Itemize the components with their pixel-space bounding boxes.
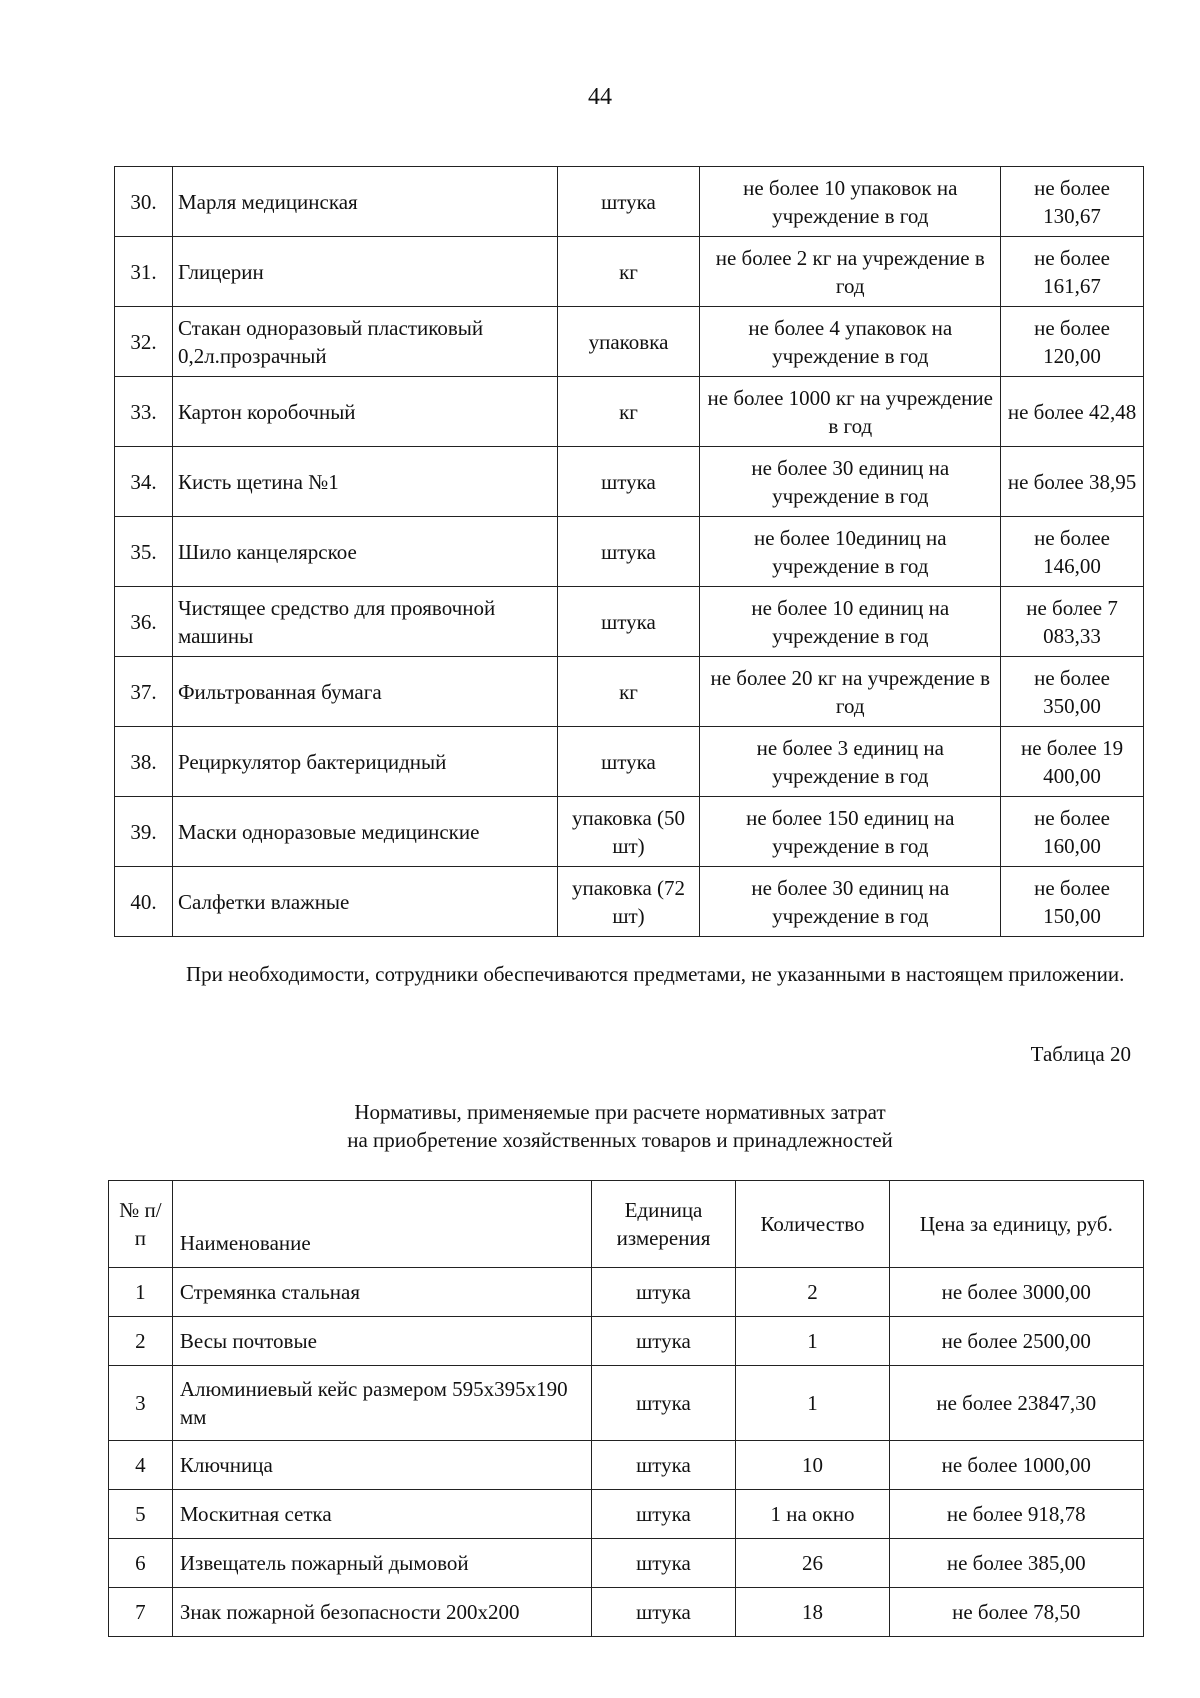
item-name: Картон коробочный [172,377,557,447]
item-norm: не более 4 упаковок на учреждение в год [700,307,1001,377]
item-name: Чистящее средство для проявочной машины [172,587,557,657]
table-label: Таблица 20 [1030,1042,1131,1066]
item-unit: штука [591,1366,736,1441]
item-price: не более 350,00 [1001,657,1144,727]
header-unit: Единица измерения [591,1181,736,1268]
item-price: не более 38,95 [1001,447,1144,517]
table-row [115,727,1144,797]
header-price: Цена за единицу, руб. [889,1181,1143,1268]
item-price: не более 385,00 [889,1539,1143,1588]
row-number: 4 [109,1441,173,1490]
table-row [109,1268,1144,1317]
item-unit: штука [557,727,700,797]
header-name: Наименование [172,1181,591,1268]
item-price: не более 23847,30 [889,1366,1143,1441]
table-title [0,1098,1200,1154]
item-price: не более 120,00 [1001,307,1144,377]
item-price: не более 161,67 [1001,237,1144,307]
item-norm: не более 10 единиц на учреждение в год [700,587,1001,657]
item-qty: 2 [736,1268,889,1317]
item-price: не более 150,00 [1001,867,1144,937]
item-price: не более 160,00 [1001,797,1144,867]
row-number: 37. [115,657,173,727]
table-title-line: на приобретение хозяйственных товаров и принадлежностей [347,1128,893,1152]
table-row [115,657,1144,727]
row-number: 1 [109,1268,173,1317]
item-name: Шило канцелярское [172,517,557,587]
page-number: 44 [588,84,612,110]
item-name: Фильтрованная бумага [172,657,557,727]
item-unit: кг [557,377,700,447]
item-qty: 26 [736,1539,889,1588]
row-number: 32. [115,307,173,377]
item-unit: штука [591,1317,736,1366]
item-price: не более 7 083,33 [1001,587,1144,657]
row-number: 38. [115,727,173,797]
item-name: Весы почтовые [172,1317,591,1366]
item-price: не более 146,00 [1001,517,1144,587]
supplies-table-continued [114,166,1144,937]
row-number: 35. [115,517,173,587]
item-name: Марля медицинская [172,167,557,237]
row-number: 2 [109,1317,173,1366]
row-number: 5 [109,1490,173,1539]
row-number: 40. [115,867,173,937]
row-number: 36. [115,587,173,657]
item-price: не более 3000,00 [889,1268,1143,1317]
item-name: Салфетки влажные [172,867,557,937]
item-unit: штука [557,167,700,237]
household-goods-table [108,1180,1144,1637]
item-norm: не более 1000 кг на учреждение в год [700,377,1001,447]
table-row [115,447,1144,517]
row-number: 39. [115,797,173,867]
item-qty: 1 на окно [736,1490,889,1539]
item-unit: упаковка (72 шт) [557,867,700,937]
item-unit: штука [557,587,700,657]
item-name: Стремянка стальная [172,1268,591,1317]
note-paragraph: При необходимости, сотрудники обеспечиваются предметами, не указанными в настоящем приложении. [186,962,1125,986]
item-price: не более 78,50 [889,1588,1143,1637]
item-price: не более 2500,00 [889,1317,1143,1366]
item-norm: не более 30 единиц на учреждение в год [700,447,1001,517]
header-num: № п/п [109,1181,173,1268]
item-name: Кисть щетина №1 [172,447,557,517]
item-price: не более 1000,00 [889,1441,1143,1490]
item-norm: не более 2 кг на учреждение в год [700,237,1001,307]
table-row [109,1441,1144,1490]
table-row [115,237,1144,307]
table-header-row [109,1181,1144,1268]
row-number: 30. [115,167,173,237]
table-row [109,1588,1144,1637]
row-number: 7 [109,1588,173,1637]
item-name: Стакан одноразовый пластиковый 0,2л.прозрачный [172,307,557,377]
table-row [109,1539,1144,1588]
item-unit: штука [557,517,700,587]
item-norm: не более 10 упаковок на учреждение в год [700,167,1001,237]
item-name: Алюминиевый кейс размером 595х395х190 мм [172,1366,591,1441]
table-row [109,1366,1144,1441]
table-row [115,167,1144,237]
item-name: Глицерин [172,237,557,307]
table-row [109,1490,1144,1539]
item-unit: штука [591,1588,736,1637]
item-qty: 10 [736,1441,889,1490]
item-unit: штука [557,447,700,517]
table-row [115,377,1144,447]
table-row [115,867,1144,937]
row-number: 3 [109,1366,173,1441]
item-qty: 18 [736,1588,889,1637]
item-price: не более 918,78 [889,1490,1143,1539]
item-unit: штука [591,1490,736,1539]
item-name: Рециркулятор бактерицидный [172,727,557,797]
item-norm: не более 10единиц на учреждение в год [700,517,1001,587]
item-unit: штука [591,1441,736,1490]
item-unit: штука [591,1268,736,1317]
item-norm: не более 20 кг на учреждение в год [700,657,1001,727]
row-number: 31. [115,237,173,307]
table-row [115,587,1144,657]
item-norm: не более 3 единиц на учреждение в год [700,727,1001,797]
item-unit: кг [557,237,700,307]
item-norm: не более 30 единиц на учреждение в год [700,867,1001,937]
item-unit: кг [557,657,700,727]
item-unit: штука [591,1539,736,1588]
table-row [115,797,1144,867]
item-price: не более 130,67 [1001,167,1144,237]
table-title-line: Нормативы, применяемые при расчете нормативных затрат [354,1100,886,1124]
item-qty: 1 [736,1366,889,1441]
item-name: Ключница [172,1441,591,1490]
item-name: Извещатель пожарный дымовой [172,1539,591,1588]
item-price: не более 42,48 [1001,377,1144,447]
item-name: Знак пожарной безопасности 200х200 [172,1588,591,1637]
table-row [115,307,1144,377]
item-qty: 1 [736,1317,889,1366]
item-unit: упаковка [557,307,700,377]
item-price: не более 19 400,00 [1001,727,1144,797]
item-name: Маски одноразовые медицинские [172,797,557,867]
table-row [115,517,1144,587]
row-number: 34. [115,447,173,517]
header-qty: Количество [736,1181,889,1268]
table-row [109,1317,1144,1366]
row-number: 6 [109,1539,173,1588]
row-number: 33. [115,377,173,447]
item-unit: упаковка (50 шт) [557,797,700,867]
item-name: Москитная сетка [172,1490,591,1539]
item-norm: не более 150 единиц на учреждение в год [700,797,1001,867]
